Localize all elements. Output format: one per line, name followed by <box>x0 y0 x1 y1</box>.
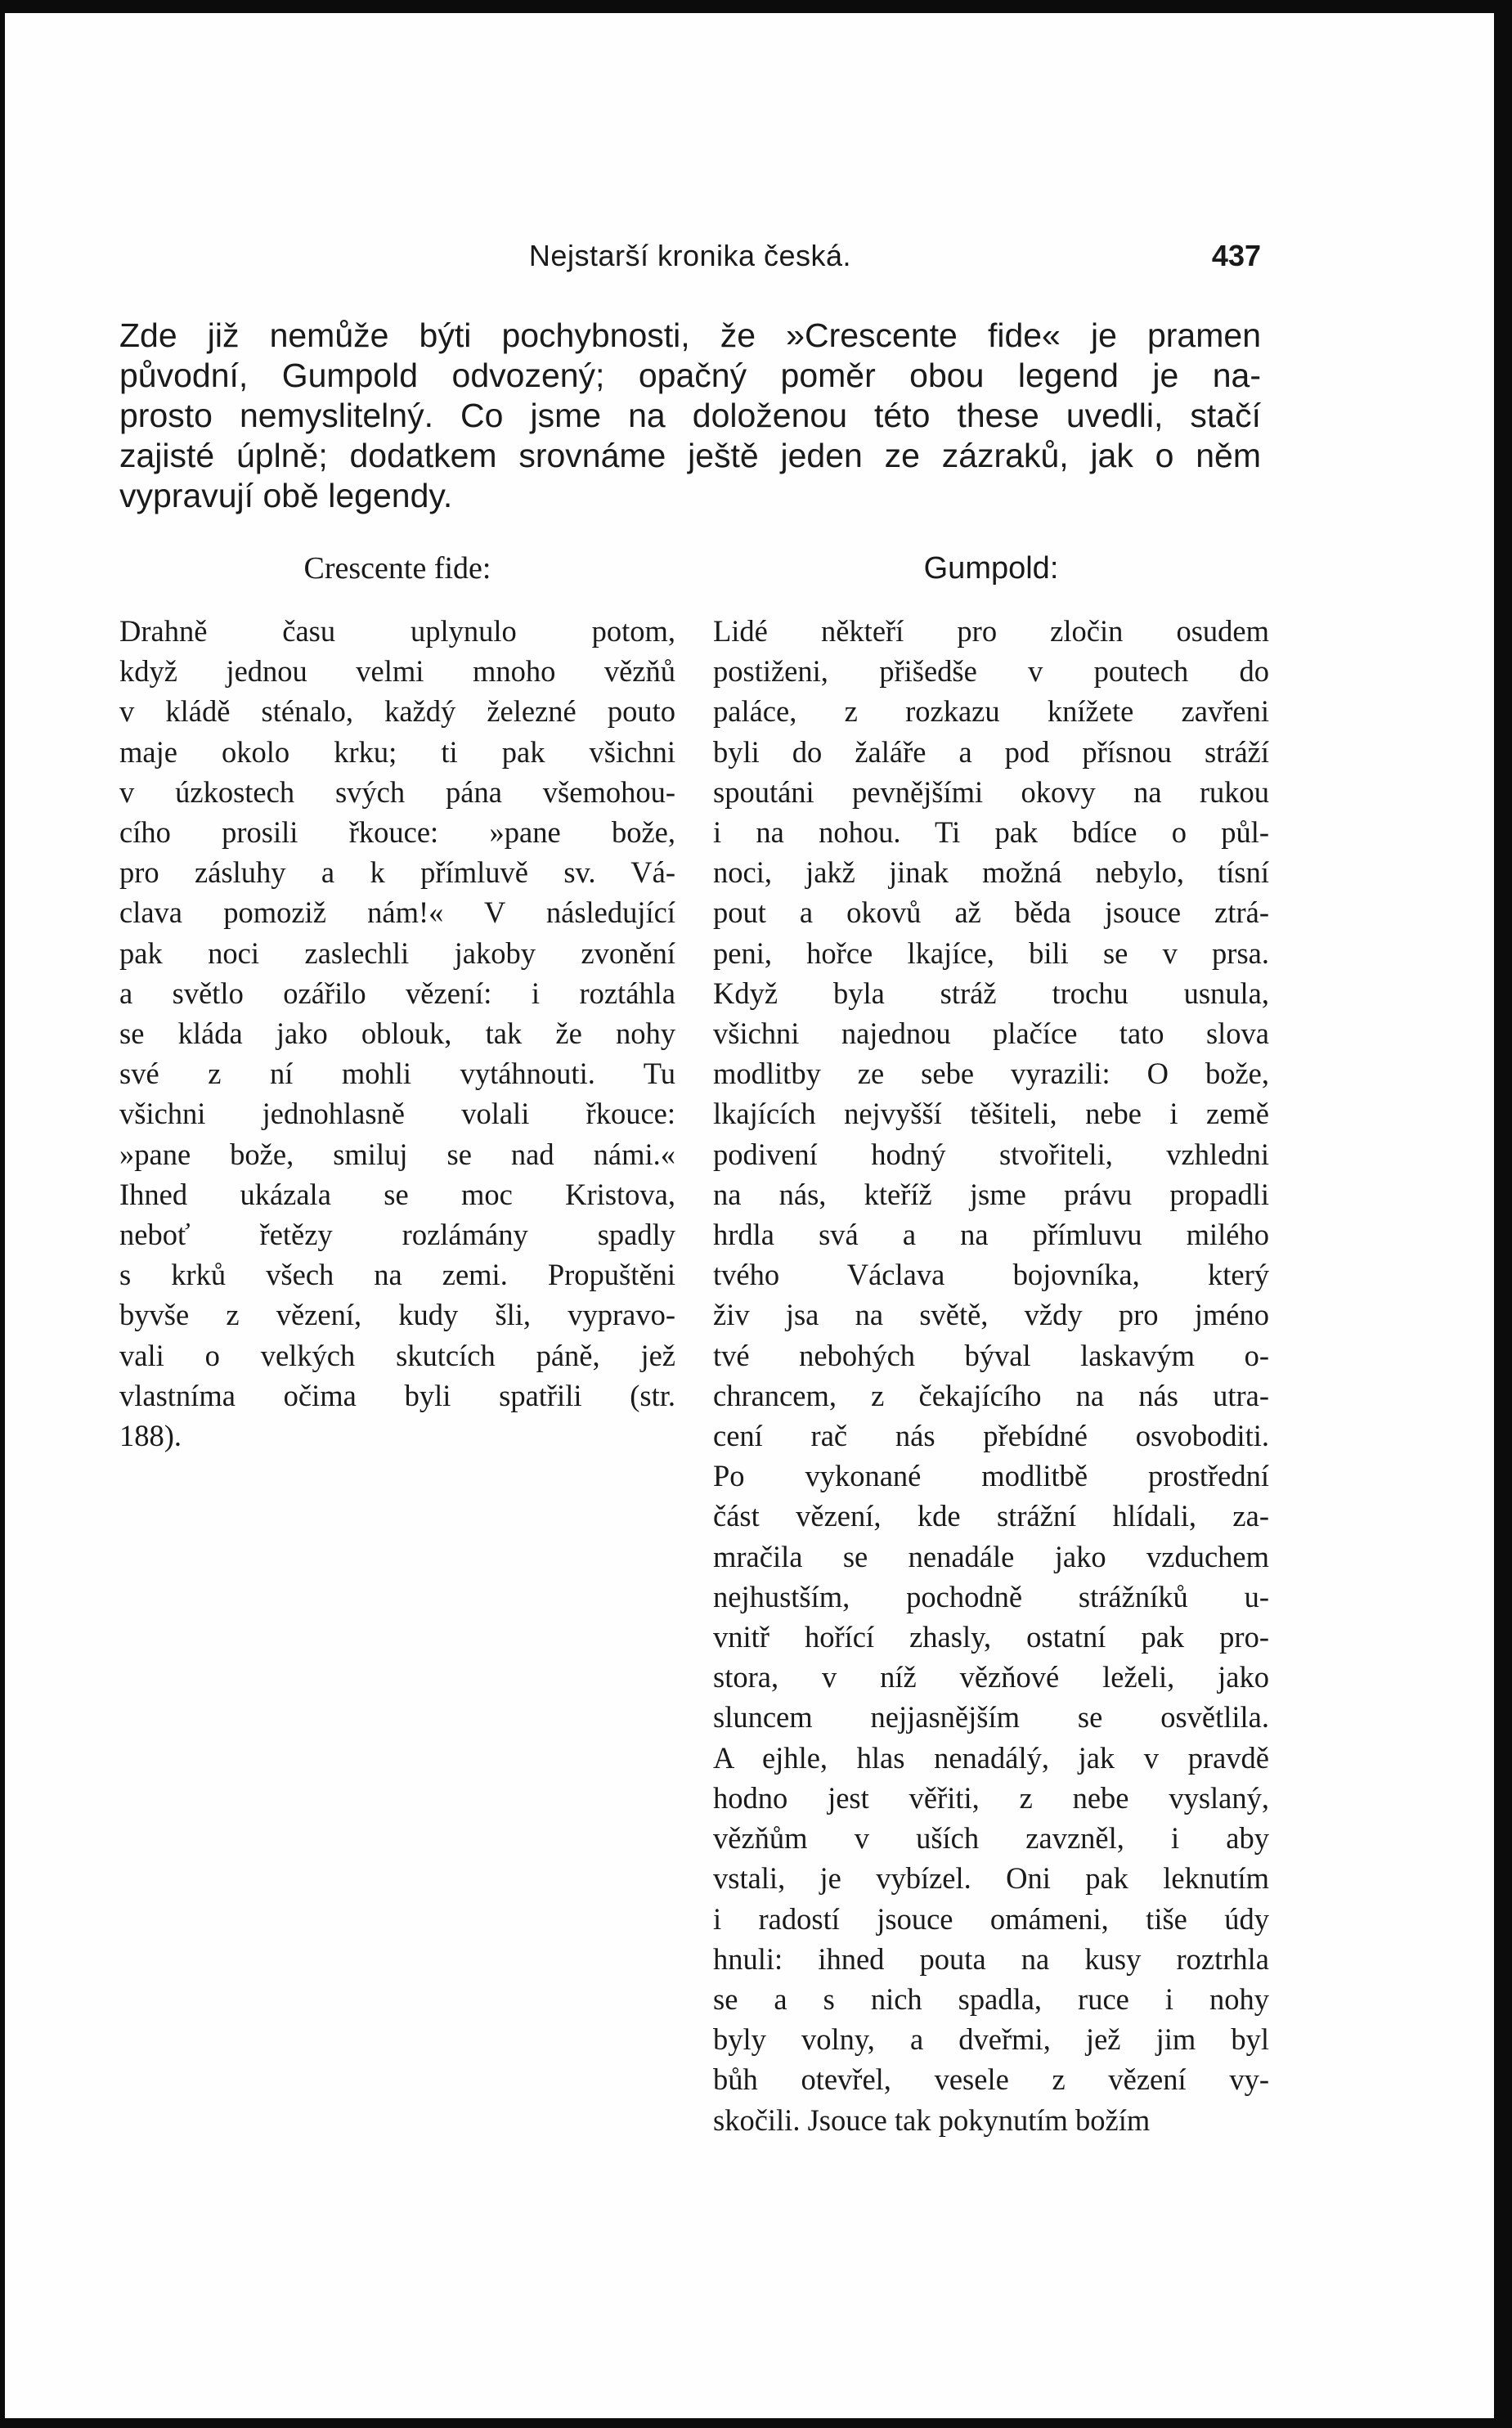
text-line: chrancem, z čekajícího na nás utra- <box>713 1378 1269 1412</box>
text-line: cího prosili řkouce: »pane bože, <box>119 815 675 850</box>
text-line: všichni jednohlasně volali řkouce: <box>119 1097 675 1131</box>
text-line: byvše z vězení, kudy šli, vypravo- <box>119 1298 675 1332</box>
crescente-fide-text <box>119 611 675 1456</box>
text-line: hrdla svá a na přímluvu milého <box>713 1218 1269 1252</box>
text-line: vnitř hořící zhasly, ostatní pak pro- <box>713 1620 1269 1654</box>
intro-paragraph <box>119 316 1261 516</box>
text-line: živ jsa na světě, vždy pro jméno <box>713 1298 1269 1332</box>
text-line: se a s nich spadla, ruce i nohy <box>713 1981 1269 2016</box>
text-line: A ejhle, hlas nenadálý, jak v pravdě <box>713 1740 1269 1775</box>
text-line: skočili. Jsouce tak pokynutím božím <box>713 2103 1151 2137</box>
text-line: hnuli: ihned pouta na kusy roztrhla <box>713 1941 1269 1976</box>
page-number: 437 <box>1211 239 1261 272</box>
text-line: vali o velkých skutcích páně, jež <box>119 1338 675 1372</box>
running-title: Nejstarší kronika česká. <box>528 239 852 272</box>
text-line: modlitby ze sebe vyrazili: O bože, <box>713 1057 1269 1091</box>
text-line: na nás, kteříž jsme právu propadli <box>713 1177 1269 1211</box>
text-line: Drahně času uplynulo potom, <box>119 614 675 648</box>
intro-line: vypravují obě legendy. <box>119 477 453 514</box>
text-line: paláce, z rozkazu knížete zavřeni <box>713 694 1269 729</box>
text-line: byli do žaláře a pod přísnou stráží <box>713 734 1269 769</box>
text-line: bůh otevřel, vesele z vězení vy- <box>713 2062 1269 2097</box>
text-line: pro zásluhy a k přímluvě sv. Vá- <box>119 855 675 890</box>
text-line: »pane bože, smiluj se nad námi.« <box>119 1137 675 1171</box>
text-line: cení rač nás přebídné osvoboditi. <box>713 1419 1269 1453</box>
gumpold-text <box>713 611 1269 2140</box>
text-line: vstali, je vybízel. Oni pak leknutím <box>713 1861 1269 1896</box>
text-line: tvého Václava bojovníka, který <box>713 1258 1269 1292</box>
text-line: postiženi, přišedše v poutech do <box>713 654 1269 689</box>
text-line: mračila se nenadále jako vzduchem <box>713 1539 1269 1573</box>
text-line: stora, v níž vězňové leželi, jako <box>713 1660 1269 1694</box>
gumpold-heading: Gumpold: <box>923 551 1059 586</box>
text-line: podivení hodný stvořiteli, vzhledni <box>713 1137 1269 1171</box>
text-line: maje okolo krku; ti pak všichni <box>119 734 675 769</box>
text-line: pak noci zaslechli jakoby zvonění <box>119 936 675 970</box>
text-line: neboť řetězy rozlámány spadly <box>119 1218 675 1252</box>
text-line: vězňům v uších zavzněl, i aby <box>713 1821 1269 1856</box>
text-line: Ihned ukázala se moc Kristova, <box>119 1177 675 1211</box>
text-line: spoutáni pevnějšími okovy na rukou <box>713 774 1269 809</box>
text-line: Lidé někteří pro zločin osudem <box>713 614 1269 648</box>
text-line: clava pomoziž nám!« V následující <box>119 895 675 930</box>
intro-line: Zde již nemůže býti pochybnosti, že »Crescente fide« je pramen <box>119 316 1261 354</box>
text-line: i radostí jsouce omámeni, tiše údy <box>713 1901 1269 1936</box>
text-line: když jednou velmi mnoho vězňů <box>119 654 675 689</box>
text-line: peni, hořce lkajíce, bili se v prsa. <box>713 936 1269 970</box>
text-line: všichni najednou plačíce tato slova <box>713 1017 1269 1051</box>
text-line: byly volny, a dveřmi, jež jim byl <box>713 2022 1269 2057</box>
intro-line: prosto nemyslitelný. Co jsme na doloženou této these uvedli, stačí <box>119 397 1261 434</box>
text-line: hodno jest věřiti, z nebe vyslaný, <box>713 1780 1269 1815</box>
text-line: své z ní mohli vytáhnouti. Tu <box>119 1057 675 1091</box>
intro-line: původní, Gumpold odvozený; opačný poměr obou legend je na- <box>119 357 1261 394</box>
gumpold-column <box>713 549 1269 2140</box>
text-line: nejhustším, pochodně strážníků u- <box>713 1579 1269 1613</box>
text-line: část vězení, kde strážní hlídali, za- <box>713 1499 1269 1533</box>
text-line: s krků všech na zemi. Propuštěni <box>119 1258 675 1292</box>
text-line: a světlo ozářilo vězení: i roztáhla <box>119 976 675 1010</box>
text-line: Po vykonané modlitbě prostřední <box>713 1459 1269 1493</box>
intro-line: zajisté úplně; dodatkem srovnáme ještě jeden ze zázraků, jak o něm <box>119 437 1261 474</box>
text-line: v úzkostech svých pána všemohou- <box>119 774 675 809</box>
text-line: lkajících nejvyšší těšiteli, nebe i země <box>713 1097 1269 1131</box>
text-line: Když byla stráž trochu usnula, <box>713 976 1269 1010</box>
text-line: i na nohou. Ti pak bdíce o půl- <box>713 815 1269 850</box>
crescente-fide-column <box>119 549 675 1456</box>
crescente-fide-heading: Crescente fide: <box>303 551 491 586</box>
text-line: v kládě sténalo, každý železné pouto <box>119 694 675 729</box>
running-head <box>119 239 1261 280</box>
text-line: tvé nebohých býval laskavým o- <box>713 1338 1269 1372</box>
text-line: noci, jakž jinak možná nebylo, tísní <box>713 855 1269 890</box>
text-line: 188). <box>119 1419 182 1453</box>
text-line: pout a okovů až běda jsouce ztrá- <box>713 895 1269 930</box>
text-line: sluncem nejjasnějším se osvětlila. <box>713 1700 1269 1735</box>
text-line: vlastníma očima byli spatřili (str. <box>119 1378 675 1412</box>
text-line: se kláda jako oblouk, tak že nohy <box>119 1017 675 1051</box>
